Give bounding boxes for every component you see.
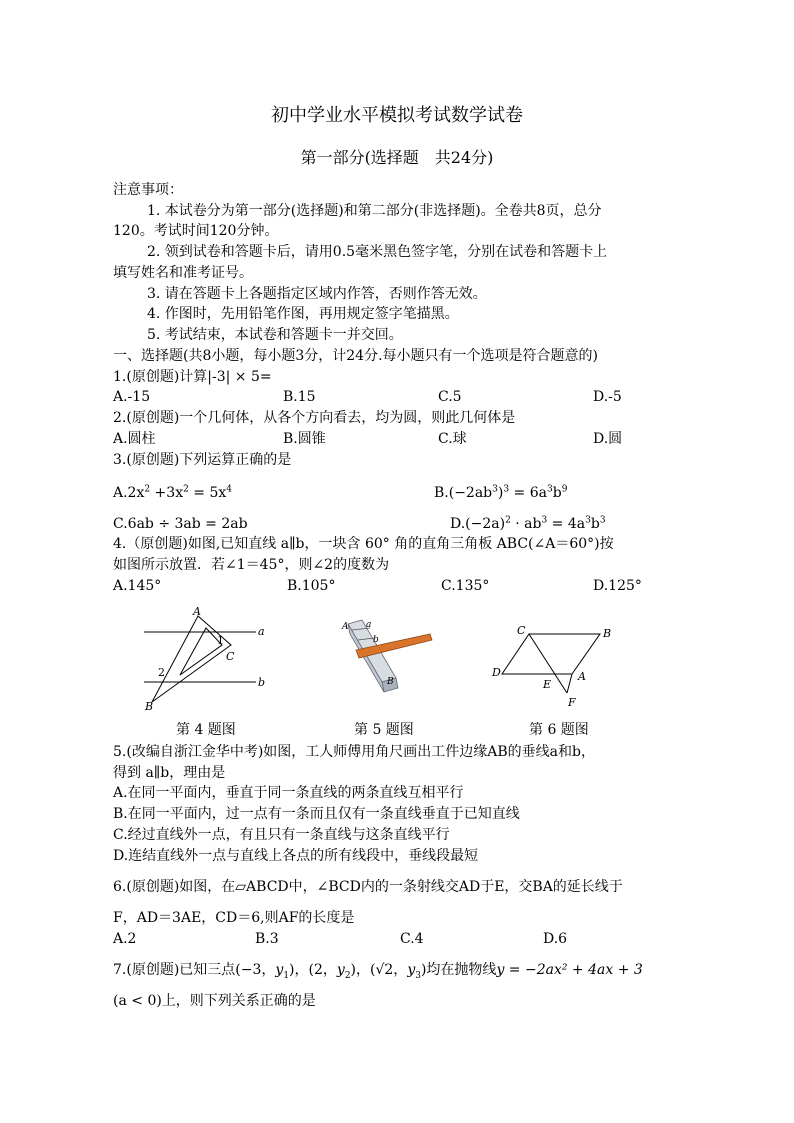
q4-option-b: B.105° [287,578,336,594]
q7-line1: 7.(原创题)已知三点(−3，$y_1$)，(2，$y_2$)，(√2，$y_3$)均在抛物线y = −2ax² + 4ax + 3 [113,962,643,981]
q4-option-d: D.125° [593,578,642,594]
q6-option-a: A.2 [113,931,137,947]
note-4: 4. 作图时，先用铅笔作图，再用规定签字笔描黑。 [147,306,459,322]
q3-option-b: $B.(-2ab^3)^3 = 6a^3b^9$ [434,484,568,501]
triangle-inner [180,628,222,675]
q2-option-c: C.球 [438,431,467,447]
triangle-outer [152,616,231,702]
figure-5 [340,610,440,695]
note-2b: 填写姓名和准考证号。 [113,265,253,281]
notes-heading: 注意事项： [113,182,183,198]
q3-option-c: C.6ab ÷ 3ab = 2ab [113,516,248,532]
fig5-label-b: b [373,635,379,645]
q2-stem: 2.(原创题)一个几何体，从各个方向看去，均为圆，则此几何体是 [113,410,516,426]
q4-option-a: A.145° [113,578,162,594]
q1-option-b: B.15 [283,389,316,405]
q1-stem: 1.(原创题)计算|-3| × 5= [113,369,272,385]
q3-stem: 3.(原创题)下列运算正确的是 [113,452,292,468]
fig6-label-A: A [578,670,586,683]
note-1b: 120。考试时间120分钟。 [113,223,279,239]
q5-option-d: D.连结直线外一点与直线上各点的所有线段中，垂线段最短 [113,848,479,864]
q4-line2: 如图所示放置．若∠1＝45°，则∠2的度数为 [113,557,390,573]
q2-option-a: A.圆柱 [113,431,156,447]
note-3: 3. 请在答题卡上各题指定区域内作答，否则作答无效。 [147,286,487,302]
exam-title: 初中学业水平模拟考试数学试卷 [271,105,523,126]
fig4-label-B: B [145,700,154,713]
note-2a: 2. 领到试卷和答题卡后，请用0.5毫米黑色签字笔，分别在试卷和答题卡上 [147,244,608,260]
fig5-label-B: B [387,677,394,687]
fig4-label-a: a [258,625,265,638]
q7-parabola-equation: y = −2ax² + 4ax + 3 [496,962,643,978]
part1-heading: 第一部分(选择题 共24分) [300,148,494,167]
q6-option-b: B.3 [255,931,279,947]
fig4-label-1: 1 [217,634,224,647]
fig5-label-a: a [366,620,372,630]
fig4-label-2: 2 [158,666,165,679]
note-5: 5. 考试结束，本试卷和答题卡一并交回。 [147,327,403,343]
q5-option-b: B.在同一平面内，过一点有一条而且仅有一条直线垂直于已知直线 [113,806,520,822]
caption-figure-5: 第 5 题图 [354,722,414,738]
q4-option-c: C.135° [441,578,490,594]
q5-line2: 得到 a∥b，理由是 [113,765,226,781]
q1-option-c: C.5 [438,389,462,405]
q6-option-c: C.4 [400,931,424,947]
q6-line2: F，AD＝3AE，CD＝6,则AF的长度是 [113,910,355,926]
section1-heading: 一、选择题(共8小题，每小题3分，计24分.每小题只有一个选项是符合题意的) [113,348,599,364]
caption-figure-4: 第 4 题图 [176,722,236,738]
q1-option-a: A.-15 [113,389,151,405]
q5-option-c: C.经过直线外一点，有且只有一条直线与这条直线平行 [113,827,450,843]
q2-option-d: D.圆 [593,431,623,447]
q7-line2: (a < 0)上，则下列关系正确的是 [113,993,316,1009]
extension-af [567,674,572,693]
q6-option-d: D.6 [543,931,568,947]
caption-figure-6: 第 6 题图 [529,722,589,738]
fig4-label-b: b [258,676,266,689]
q4-line1: 4.（原创题)如图,已知直线 a∥b，一块含 60° 角的直角三角板 ABC(∠A＝60°)按 [113,536,614,552]
fig6-label-D: D [492,666,501,679]
figure-6 [488,620,618,712]
fig6-label-F: F [568,696,576,709]
fig5-label-A: A [342,622,349,632]
q5-line1: 5.(改编自浙江金华中考)如图，工人师傅用角尺画出工件边缘AB的垂线a和b， [113,744,595,760]
q3-option-a: $A.2x^2 +3x^2 = 5x^4$ [113,484,232,501]
q5-option-a: A.在同一平面内，垂直于同一条直线的两条直线互相平行 [113,785,464,801]
fig4-label-C: C [226,650,235,663]
q1-option-d: D.-5 [593,389,622,405]
q3-option-d: $D.(-2a)^2 \cdot ab^3 = 4a^3b^3$ [450,515,606,532]
q2-option-b: B.圆锥 [283,431,326,447]
fig6-label-C: C [517,624,526,637]
figure-4 [138,600,278,715]
fig6-label-B: B [603,627,612,640]
fig6-label-E: E [543,678,552,691]
q6-line1: 6.(原创题)如图，在▱ABCD中，∠BCD内的一条射线交AD于E，交BA的延长线于 [113,879,623,895]
note-1a: 1. 本试卷分为第一部分(选择题)和第二部分(非选择题)。全卷共8页，总分 [147,203,602,219]
fig4-label-A: A [193,605,201,618]
